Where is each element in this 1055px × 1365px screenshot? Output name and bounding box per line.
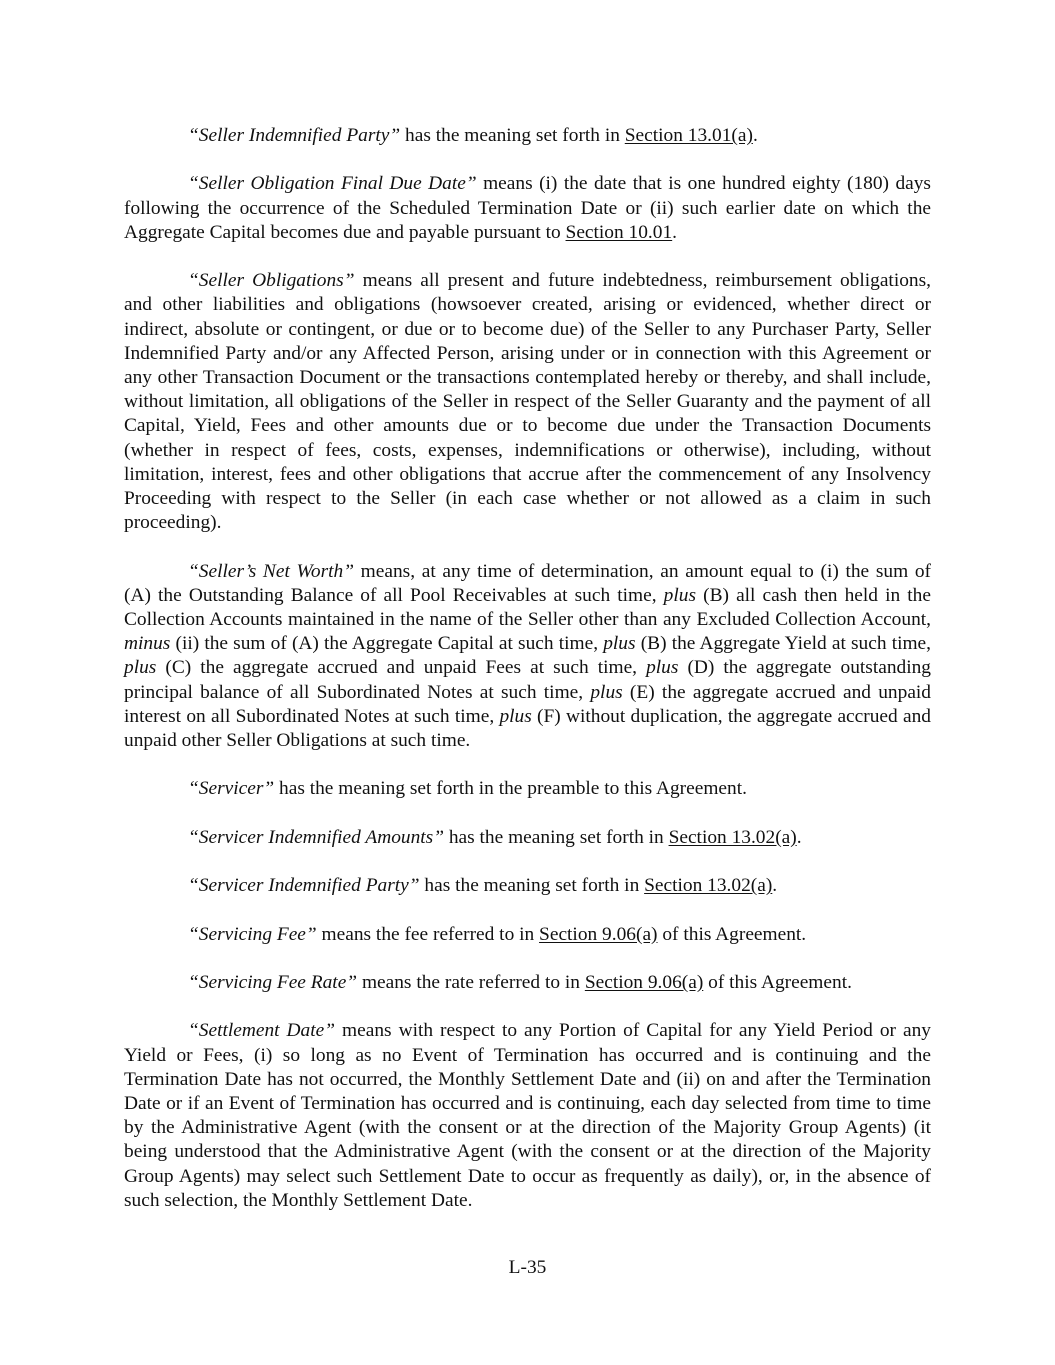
definition-text: of this Agreement. [657, 923, 807, 945]
definition-text: means all present and future indebtedness, reimbursement obligations, and other liabilities and obligations (howsoever created, arising or evidenced, whether direct or indirect, absolute or contingent, or due or to become due) of the Seller to any Purchaser Party, Seller Indemnified Party and/or any Affected Person, arising under or in connection with this Agreement or any other Transaction Document or the transactions contemplated hereby or thereby, and shall include, without limitation, all obligations of the Seller in respect of the Seller Guaranty and the payment of all Capital, Yield, Fees and other amounts due or to become due under the Transaction Documents (whether in respect of fees, costs, expenses, indemnifications or otherwise), including, without limitation, interest, fees and other obligations that accrue after the commencement of any Insolvency Proceeding with respect to the Seller (in each case whether or not allowed as a claim in such proceeding). [124, 270, 931, 534]
definition-servicer-indemnified-amounts [124, 826, 931, 850]
definition-seller-obligations [124, 269, 931, 535]
definition-seller-indemnified-party [124, 124, 931, 148]
definition-text: means (i) the date that is one hundred eighty (180) days following the occurrence of the Scheduled Termination Date or (ii) such earlier date on which the Aggregate Capital becomes due and payable pursuant to [124, 173, 931, 243]
definition-text: has the meaning set forth in the preamble to this Agreement. [274, 778, 747, 800]
italic-word: plus [590, 681, 623, 703]
definition-text: has the meaning set forth in [419, 875, 645, 897]
italic-word: plus [663, 584, 696, 606]
italic-word: plus [646, 657, 679, 679]
section-reference: Section 13.02(a) [644, 875, 773, 897]
definition-text: (F) without duplication, the aggregate accrued and unpaid other Seller Obligations at such time. [124, 705, 931, 752]
section-reference: Section 10.01 [565, 221, 673, 243]
italic-word: plus [499, 705, 532, 727]
definition-text: (D) the aggregate outstanding principal balance of all Subordinated Notes at such time, [124, 657, 932, 703]
definition-text: . [672, 221, 678, 243]
defined-term: “Servicer Indemnified Amounts” [188, 826, 444, 848]
defined-term: “Servicing Fee Rate” [188, 971, 358, 993]
section-reference: Section 9.06(a) [539, 923, 658, 945]
definition-text: . [772, 875, 778, 897]
page-number: L-35 [508, 1257, 547, 1278]
definition-seller-obligation-final-due-date [124, 172, 931, 245]
definition-sellers-net-worth [124, 560, 931, 754]
definition-text: . [796, 826, 802, 848]
defined-term: “Seller Indemnified Party” [188, 125, 401, 146]
definition-settlement-date [124, 1019, 931, 1213]
defined-term: “Seller Obligation Final Due Date” [188, 173, 477, 195]
defined-term: “Settlement Date” [188, 1020, 336, 1042]
defined-term: “Servicer Indemnified Party” [188, 875, 420, 897]
definition-text: of this Agreement. [703, 971, 852, 993]
definition-text: means with respect to any Portion of Capital for any Yield Period or any Yield or Fees, (i) so long as no Event of Termination has occurred and is continuing and the Termination Date has not occurred, the Monthly Settlement Date and (ii) on and after the Termination Date or if an Event of Termination has occurred and is continuing, each day selected from time to time by the Administrative Agent (with the consent or at the direction of the Majority Group Agents) (it being understood that the Administrative Agent (with the consent or at the direction of the Majority Group Agents) may select such Settlement Date to occur as frequently as daily), or, in the absence of such selection, the Monthly Settlement Date. [124, 1020, 931, 1211]
definition-text: (B) the Aggregate Yield at such time, [635, 633, 932, 655]
italic-word: minus [124, 633, 171, 655]
document-page [124, 124, 931, 1237]
defined-term: “Seller Obligations” [188, 270, 355, 292]
definition-text: has the meaning set forth in [400, 125, 625, 146]
section-reference: Section 9.06(a) [584, 971, 704, 993]
italic-word: plus [124, 657, 157, 679]
definition-text: means the rate referred to in [357, 971, 585, 993]
defined-term: “Servicing Fee” [188, 923, 317, 945]
definition-servicing-fee [124, 923, 931, 947]
italic-word: plus [603, 633, 636, 655]
definition-servicer-indemnified-party [124, 874, 931, 898]
defined-term: “Servicer” [188, 778, 275, 800]
definition-text: . [752, 125, 758, 146]
definition-text: means, at any time of determination, an amount equal to (i) the sum of (A) the Outstanding Balance of all Pool Receivables at such time, [124, 560, 931, 606]
definition-text: (C) the aggregate accrued and unpaid Fees at such time, [156, 657, 647, 679]
section-reference: Section 13.01(a) [624, 125, 753, 146]
definition-text: (ii) the sum of (A) the Aggregate Capital at such time, [170, 633, 604, 655]
definition-text: (B) all cash then held in the Collection Accounts maintained in the name of the Seller other than any Excluded Collection Account, [124, 584, 931, 631]
defined-term: “Seller’s Net Worth” [188, 560, 354, 582]
definition-servicing-fee-rate [124, 971, 931, 995]
definition-text: means the fee referred to in [316, 923, 540, 945]
definition-text: has the meaning set forth in [444, 826, 669, 848]
definition-servicer [124, 777, 931, 801]
section-reference: Section 13.02(a) [668, 826, 797, 848]
definition-text: (E) the aggregate accrued and unpaid interest on all Subordinated Notes at such time, [124, 681, 932, 727]
